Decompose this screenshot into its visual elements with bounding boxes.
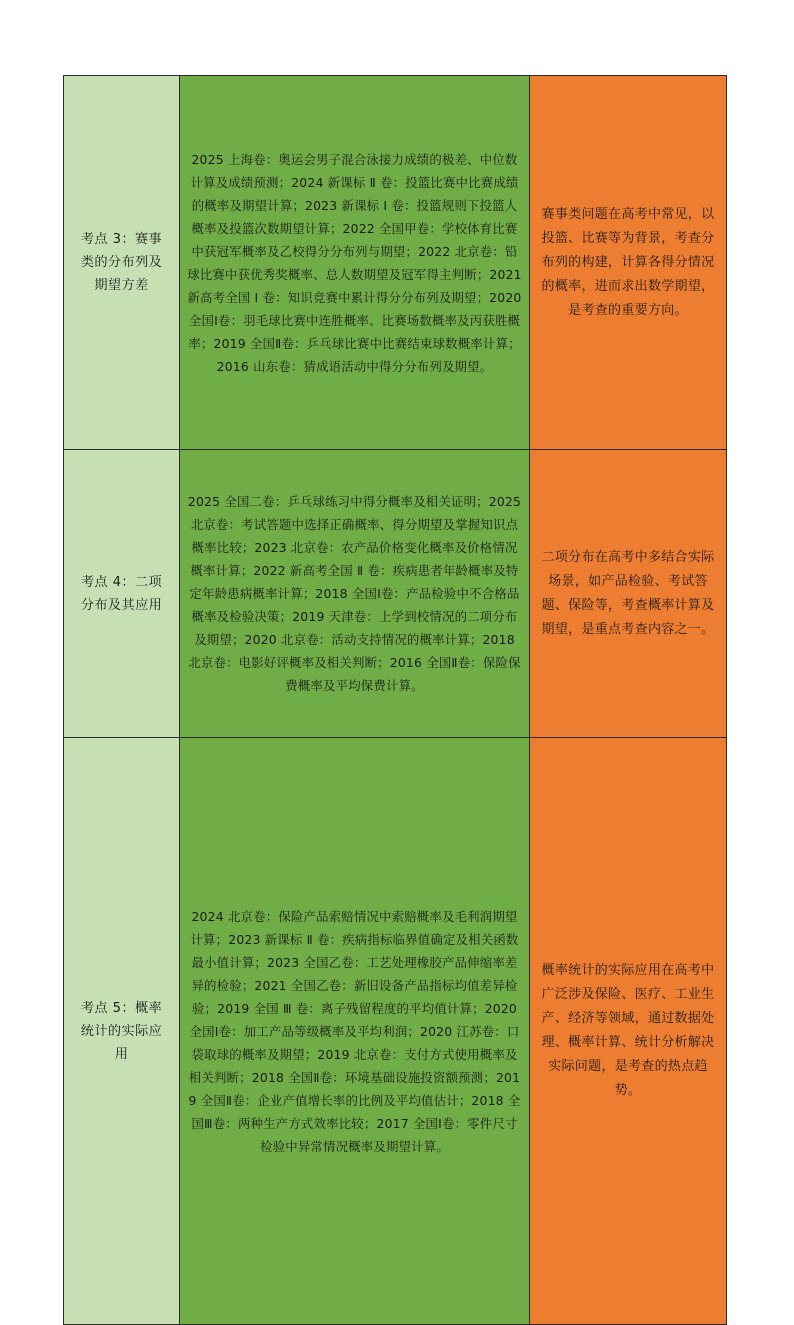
analysis-text: 二项分布在高考中多结合实际场景，如产品检验、考试答题、保险等，考查概率计算及期望，是重点考查内容之一。 [541, 549, 715, 637]
exam-topic-table [63, 75, 727, 1325]
topic-cell [64, 738, 180, 1325]
topic-cell [64, 76, 180, 450]
analysis-text: 赛事类问题在高考中常见，以投篮、比赛等为背景，考查分布列的构建，计算各得分情况的概率，进而求出数学期望，是考查的重要方向。 [541, 206, 715, 318]
exam-list-wrapper [180, 739, 529, 1323]
topic-label: 考点 5：概率统计的实际应用 [80, 1000, 163, 1062]
exam-list-text: 2024 北京卷：保险产品索赔情况中索赔概率及毛利润期望计算；2023 新课标 Ⅱ 卷：疾病指标临界值确定及相关函数最小值计算；2023 全国乙卷：工艺处理橡胶产品伸缩率差异的检验；2021 全国乙卷：新旧设备产品指标均值差异检验；2019 全国 Ⅲ 卷：离子残留程度的平均值计算；2020 全国Ⅰ卷：加工产品等级概率及平均利润；2020 江苏卷：口袋取球的概率及期望；2019 北京卷：支付方式使用概率及相关判断；2018 全国Ⅱ卷：环境基础设施投资额预测；2019 全国Ⅱ卷：企业产值增长率的比例及平均值估计；2018 全国Ⅲ卷：两种生产方式效率比较；2017 全国Ⅰ卷：零件尺寸检验中异常情况概率及期望计算。 [188, 908, 521, 1154]
topic-label: 考点 4：二项分布及其应用 [80, 574, 163, 613]
exam-list-cell [180, 738, 530, 1325]
exam-list-text: 2025 全国二卷：乒乓球练习中得分概率及相关证明；2025 北京卷：考试答题中选择正确概率、得分期望及掌握知识点概率比较；2023 北京卷：农产品价格变化概率及价格情况概率计算；2022 新高考全国 Ⅱ 卷：疾病患者年龄概率及特定年龄患病概率计算；2018 全国Ⅰ卷：产品检验中不合格品概率及检验决策；2019 天津卷：上学到校情况的二项分布及期望；2020 北京卷：活动支持情况的概率计算；2018 北京卷：电影好评概率及相关判断；2016 全国Ⅱ卷：保险保费概率及平均保费计算。 [187, 494, 522, 693]
table-row [64, 450, 727, 738]
analysis-cell [530, 76, 727, 450]
analysis-text: 概率统计的实际应用在高考中广泛涉及保险、医疗、工业生产、经济等领域，通过数据处理、概率计算、统计分析解决实际问题，是考查的热点趋势。 [541, 963, 715, 1098]
exam-list-text: 2025 上海卷：奥运会男子混合泳接力成绩的极差、中位数计算及成绩预测；2024 新课标 Ⅱ 卷：投篮比赛中比赛成绩的概率及期望计算；2023 新课标 Ⅰ 卷：投篮规则下投篮人概率及投篮次数期望计算；2022 全国甲卷：学校体育比赛中获冠军概率及乙校得分分布列与期望；2022 北京卷：铅球比赛中获优秀奖概率、总人数期望及冠军得主判断；2021 新高考全国 Ⅰ 卷：知识竞赛中累计得分分布列及期望；2020 全国Ⅰ卷：羽毛球比赛中连胜概率、比赛场数概率及丙获胜概率；2019 全国Ⅱ卷：乒乓球比赛中比赛结束球数概率计算；2016 山东卷：猜成语活动中得分分布列及期望。 [187, 151, 522, 374]
table-row [64, 76, 727, 450]
analysis-cell [530, 450, 727, 738]
exam-list-cell [180, 450, 530, 738]
exam-list-cell [180, 76, 530, 450]
topic-label: 考点 3：赛事类的分布列及期望方差 [80, 232, 163, 293]
table-row [64, 738, 727, 1325]
topic-cell [64, 450, 180, 738]
analysis-cell [530, 738, 727, 1325]
